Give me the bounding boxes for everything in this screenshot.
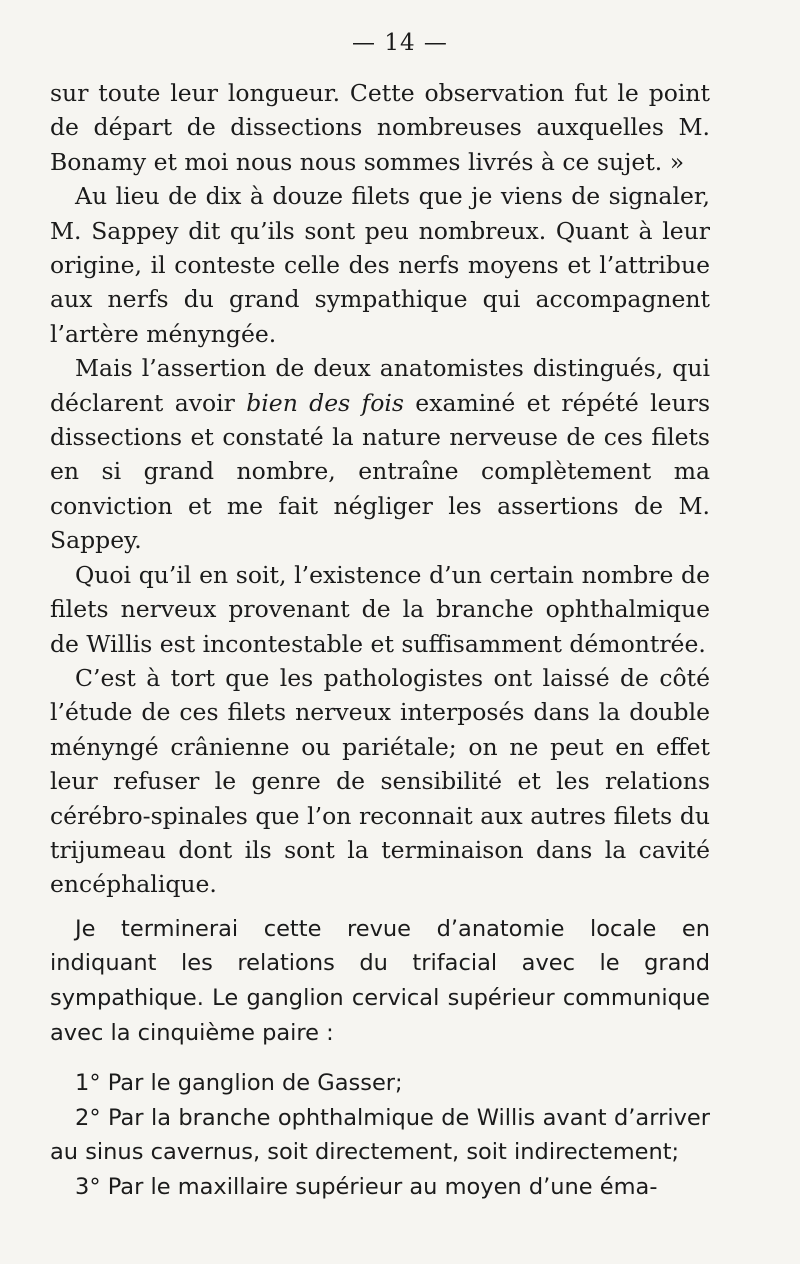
paragraph: Quoi qu’il en soit, l’existence d’un certain nombre de filets nerveux provenant de la branche ophthalmique de Willis est incontestable et suffisamment démontrée. [50,560,710,658]
page-number: — 14 — [352,30,448,56]
paragraph: C’est à tort que les pathologistes ont laissé de côté l’étude de ces filets nerveux interposés dans la double ményngé crânienne ou pariétale; on ne peut en effet leur refuser le genre de sensibilité et les relations cérébro-spinales que l’on reconnait aux autres filets du trijumeau dont ils sont la terminaison dans la cavité encéphalique. [50,663,710,899]
numbered-list [50,1066,710,1204]
paragraph-text: Mais l’assertion de deux anatomistes distingués, qui déclarent avoir [50,354,710,417]
list-item: 3° Par le maxillaire supérieur au moyen d’une éma- [75,1173,658,1200]
paragraph-text: examiné et répété leurs dissections et constaté la nature nerveuse de ces filets en si grand nombre, entraîne complètement ma conviction et me fait négliger les assertions de M. Sappey. [50,388,710,555]
paragraph: Je terminerai cette revue d’anatomie locale en indiquant les relations du trifacial avec le grand sympathique. Le ganglion cervical supérieur communique avec la cinquième paire : [50,915,710,1046]
paragraph-gap [50,902,710,912]
paragraph-gap [50,1050,710,1066]
paragraph: sur toute leur longueur. Cette observation fut le point de départ de dissections nombreuses auxquelles M. Bonamy et moi nous nous sommes livrés à ce sujet. » [50,79,710,176]
paragraph [50,351,710,557]
list-item: 2° Par la branche ophthalmique de Willis avant d’arriver au sinus cavernus, soit directement, soit indirectement; [50,1104,710,1166]
document-body [50,76,710,1205]
list-item: 1° Par le ganglion de Gasser; [75,1070,403,1097]
italic-phrase: bien des fois [246,388,404,417]
paragraph: Au lieu de dix à douze filets que je viens de signaler, M. Sappey dit qu’ils sont peu nombreux. Quant à leur origine, il conteste celle des nerfs moyens et l’attribue aux nerfs du grand sympathique qui accompagnent l’artère ményngée. [50,182,710,348]
